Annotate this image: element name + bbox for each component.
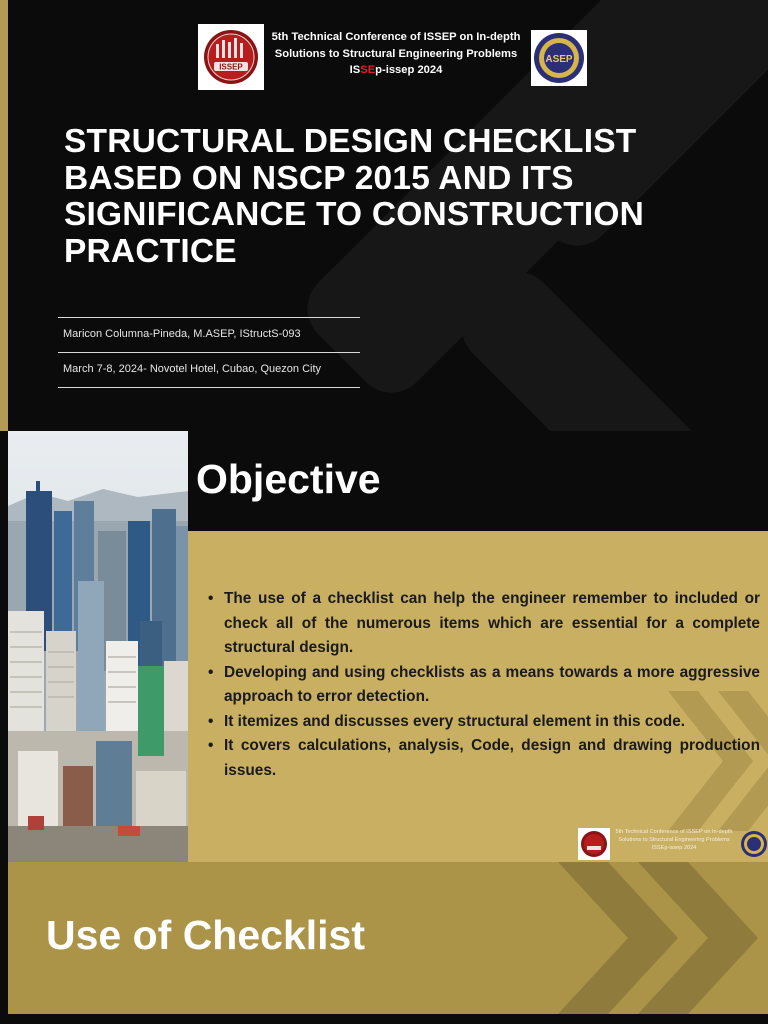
issep-logo: [198, 24, 264, 90]
title-line: PRACTICE: [64, 232, 237, 270]
conference-header: [262, 29, 530, 79]
issep-seal-icon: [580, 830, 608, 858]
bottom-edge: [0, 1014, 768, 1024]
mini-issep-logo: [578, 828, 610, 860]
divider: [58, 317, 360, 318]
title-line: STRUCTURAL DESIGN CHECKLIST: [64, 123, 637, 160]
page-title: [64, 124, 744, 270]
list-item: • The use of a checklist can help the engineer remember to included or check all of the numerous items which are essential for a complete structural design.: [208, 587, 760, 661]
title-line: SIGNIFICANCE TO CONSTRUCTION: [64, 196, 645, 233]
skyline-illustration: [8, 431, 188, 862]
header-line-3: ISSEp-issep 2024: [349, 64, 443, 76]
svg-text:ISSEP: ISSEP: [219, 62, 243, 72]
title-section: [0, 0, 768, 431]
mini-header-text: 5th Technical Conference of ISSEP on In-depth Solutions to Structural Engineering Problems ISSEp-issep 2024: [615, 829, 733, 851]
list-item: • It itemizes and discusses every structural element in this code.: [208, 710, 760, 735]
asep-seal-icon: [740, 830, 768, 858]
mini-conference-header: [578, 826, 768, 862]
objective-panel: [188, 531, 768, 862]
use-of-checklist-section: [8, 862, 768, 1014]
use-of-checklist-heading: Use of Checklist: [46, 912, 365, 958]
header-line-2: Solutions to Structural Engineering Problems: [274, 47, 518, 60]
svg-text:ASEP: ASEP: [545, 54, 573, 65]
chevron-decoration-icon: [548, 862, 768, 1014]
author-line: Maricon Columna-Pineda, M.ASEP, IStructS-093: [63, 328, 301, 340]
city-skyline-image: [8, 431, 188, 862]
divider: [58, 352, 360, 353]
event-line: March 7-8, 2024- Novotel Hotel, Cubao, Quezon City: [63, 363, 322, 375]
list-item: • Developing and using checklists as a means towards a more aggressive approach to error detection.: [208, 661, 760, 710]
objective-list: [208, 587, 760, 783]
list-item: • It covers calculations, analysis, Code, design and drawing production issues.: [208, 734, 760, 783]
gold-edge-strip: [0, 0, 8, 431]
header-line-1: 5th Technical Conference of ISSEP on In-depth: [271, 31, 521, 43]
left-edge: [0, 862, 8, 1014]
asep-seal-icon: [533, 32, 585, 84]
mini-asep-logo: [740, 830, 768, 858]
divider: [58, 387, 360, 388]
asep-logo: [531, 30, 587, 86]
objective-heading: Objective: [196, 456, 381, 502]
title-line: BASED ON NSCP 2015 AND ITS: [64, 159, 574, 197]
issep-seal-icon: [202, 28, 260, 86]
